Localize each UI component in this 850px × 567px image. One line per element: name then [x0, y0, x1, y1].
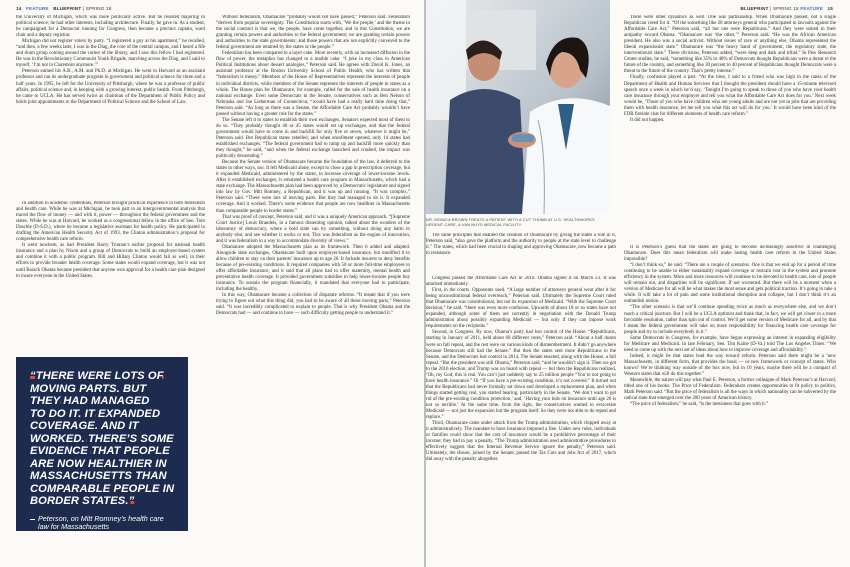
- left-page: [0, 0, 424, 567]
- paragraph: Without federalism, Obamacare “probably would not have passed,” Peterson said. Federalism “derives from popular sovereignty. The Constitution starts with, ‘We the people,’ and the theme in the social contract is that we, the people, have come together, and in this Constitution, we are granting certain powers and authorities to the federal government; we are granting certain powers and authorities to the state governments; and those powers that are not explicitly conveyed to the federal government are retained by the states or the people.”: [216, 15, 410, 51]
- paragraph: First, in the courts. Opponents sued. “A large number of attorneys general went after it for being unconstitutional federal overreach,” Peterson said. Ultimately the Supreme Court ruled that Obamacare was constitutional, but not its expansion of Medicaid. “With the Supreme Court decision,” he said, “there was even more confusion. Upwards of about 18 or so states have not expanded, although some of them are currently in negotiation with the Donald Trump administration about possibly expanding Medicaid — but only if they can impose work requirements on the recipients.”: [426, 288, 616, 330]
- right-magazine-name: BLUEPRINT: [740, 6, 769, 11]
- right-section-label: FEATURE: [800, 6, 823, 11]
- paragraph: Peterson earned his A.B., A.M. and Ph.D. at Michigan. He went to Harvard as an assistant professor and ran its undergraduate program in government and political science for three and a half years. In 1995, he left for the University of Pittsburgh, where he was a professor of public affairs, political science and, in keeping with a growing interest, public health. From Pittsburgh, he came to UCLA. He has served twice as chairman of the Department of Public Policy and holds joint appointments to the Department of Political Science and the School of Law.: [16, 69, 205, 105]
- left-page-number: 14: [16, 6, 22, 11]
- pull-quote-line: “THERE WERE LOTS OF: [30, 370, 164, 382]
- paragraph: Finally, confusion played a part. “At the time, I said to a friend who was high in the ranks of the Department of Health and Human Services that I thought the president should have a 15-minute televised speech once a week in which he’d say, ‘Tonight I’m going to speak to those of you who have your health care insurance through your employer and tell you what the Affordable Care Act does for you.’ Next week would be, ‘Those of you who have children who are young adults and are not yet in jobs that are providing them with health insurance, let me tell you what this act will do for you.’ It would have been kind of the FDR fireside chat for different elements of health care reform.”: [624, 75, 836, 117]
- paragraph: Obamacare adopted the Massachusetts plan as its framework. Then it added and adapted. Alongside state exchanges, Obamacare built upon employer-based insurance, but modified it to allow children to stay on their parents’ insurance up to age 26. It forbade insurers to deny benefits because of pre-existing conditions. It required companies with 50 or more full-time employees to offer affordable insurance, and it said that all plans had to offer maternity, mental health and preventative health coverage. It provided government subsidies to help lower-income people buy insurance. To sustain the program financially, it mandated that everyone had to participate, including the healthy.: [216, 244, 410, 293]
- pull-quote-line: BORDER STATES.”: [30, 495, 135, 507]
- pull-quote-text: [30, 370, 176, 508]
- paragraph: In this way, Obamacare became a collection of disparate reforms. “It meant that if you were trying to figure out what this thing did, you had to be aware of all these moving parts,” Peterson said. “It was incredibly complicated to explain to people. That is why President Obama and the Democrats had — and continue to have — such difficulty getting people to understand it.”: [216, 293, 410, 317]
- right-page: [426, 0, 850, 567]
- paragraph: Congress passed the Affordable Care Act in 2010. Obama signed it on March 23. It was attacked immediately.: [426, 276, 616, 288]
- paragraph: The Senate left it to states to establish their own exchanges. Senators expected most of them to do so. “They probably thought 40 or 45 states would set up exchanges, and that the federal government would have to come in and backfill for only five or seven, whatever it might be,” Peterson said. But Republican states rebelled, and when enrollment opened, only 14 states had established exchanges. “The federal government had to ramp up and backfill more quickly than they thought,” he said, “and when the federal exchange launched and crashed, the impact was politically devastating.”: [216, 117, 410, 160]
- column-1-top: [16, 15, 205, 177]
- right-issue-label: | SPRING 18: [770, 6, 799, 11]
- paragraph: Federalism has been compared to a layer cake. More recently, with an increased diffusion in the flow of power, the metaphor has changed to a marble cake. “I joke in my class in American Political Institutions about dessert analogies,” Peterson said. He agrees with David K. Jones, an assistant professor at the Boston University School of Public Health, who has written that “federalism is messy.” Members of the House of Representatives represent the interests of people in individual districts, while members of the Senate represent the interests of people in states as a whole. The House plan for Obamacare, for example, called for the sale of health insurance on a national exchange. Even some Democrats in the Senate, conservatives such as Ben Nelson of Nebraska and Joe Lieberman of Connecticut, “would have had a really hard time doing that,” Peterson said. “As long as there was a Senate, the Affordable Care Act probably wouldn’t have passed without having a greater role for the states.”: [216, 51, 410, 117]
- paragraph: It went nowhere, as had President Harry Truman’s earlier proposal for national health insurance and a plan by Nixon and a group of Democrats to build an employer-based system and combine it with a public program. Bill and Hillary Clinton would fail as well, in their efforts to provide broader health coverage. Some states would expand coverage, but it was not until Barack Obama became president that anyone won approval for a health care plan designed to insure everyone in the United States.: [16, 243, 205, 279]
- pull-quote-line: COMPARABLE PEOPLE IN: [30, 482, 175, 495]
- right-folio: [741, 6, 837, 11]
- column-3-top: [426, 233, 616, 269]
- paragraph: The same principles that enabled the creation of Obamacare by giving the states a role in it, Peterson said, “also gave the platform and the authority to people at the state level to challenge it.” The states, which had been crucial to shaping and approving Obamacare, now became a path to resistance.: [426, 233, 616, 257]
- paragraph: “I don’t think so,” he said. “There are a couple of scenarios. One is that we end up for a period of time continuing to be unable to either sustainably expand coverage or restrain cost in the system and promote efficiency in the system. More and more resources will continue to be devoted to health care, lots of people will remain out, and disparities will be significant. If not worsened. But there will be a moment when a version of Medicare for all will be what makes the most sense and gets political traction. It’s going to take a while. It will take a lot of pain and some institutional disruption and collapse, but I don’t think it’s an outlandish notion.: [624, 263, 836, 305]
- paragraph: There were other dynamics as well. One was partisanship. When Obamacare passed, not a single Republican voted for it. “Of the something like 28 attorneys general who participated in lawsuits against the Affordable Care Act,” Peterson said, “all but one were Republicans.” And they were united in their antipathy toward Obama. “Obamacare was ‘the other,’” Peterson said. “He was the African American president. He also was a social activist. Without issues of race or anything else, Obama represented the liberal expansionist state.” Obamacare was “the heavy hand of government, the regulatory state, the interventionist state.” These divisions, Peterson added, “were deep and dark and tribal.” In Pew Research Center studies, he said, “something like 35% to 40% of Democrats thought Republicans were a threat to the future of the country, and something like 30 percent to 40 percent of Republicans thought Democrats were a threat to the future of the country. That’s pretty intense.”: [624, 15, 836, 75]
- clinic-photo: [426, 0, 610, 214]
- paragraph: It is Peterson’s guess that the states are going to become increasingly assertive in challenging Obamacare. Does this mean federalism will make lasting health care reform in the United States impossible?: [624, 245, 836, 263]
- photo-caption: DR. MONICA BROWN TREATS A PATIENT WITH A CUT THUMB AT U.S. HEALTHWORKS URGENT CARE, A VAN NUYS MEDICAL FACILITY.: [426, 217, 595, 227]
- pull-quote-line: THEY HAD MANAGED: [30, 395, 150, 407]
- paragraph: Indeed, it might be that states lead the way toward reform. Peterson said there might be a ‘new Massachusetts, in different form, that provides the basis — or new framework or concept of states. Who knows? We’re thinking way outside of the box now, but in 10 years, maybe there will be a compact of Western states that will do this together.”: [624, 353, 836, 377]
- column-4-bottom: [624, 245, 836, 560]
- paragraph: “The other scenario is that we’ll continue spending twice as much as everywhere else, and we don’t reach a critical juncture. But I will be a UCLA optimist and think that, in fact, we will get closer to a more favorable resolution, rather than spin out of control. We’ll get some version of Medicare for all, and by that I mean the federal government will take on more responsibility for financing health care coverage for people and try to include everybody in it.”: [624, 305, 836, 335]
- left-folio: [16, 6, 112, 11]
- paragraph: Michigan did not register voters by party. “I registered a guy at his apartment,” he recalled, “and then, a few weeks later, I was in the Diag, the core of the central campus, and I heard a fife and drum group coming around the corner of the library, and I saw this fellow I had registered. He was in the Revolutionary Communist Youth Brigade, marching across the Diag, and I said to myself, ‘I’m not in Claremont anymore.’”: [16, 39, 205, 69]
- pull-quote-line: ARE NOW HEALTHIER IN: [30, 457, 167, 470]
- column-2: [216, 15, 410, 560]
- pull-quote-attribution: Peterson, on Mitt Romney’s health care law for Massachusetts: [30, 515, 176, 532]
- paragraph: That was proof of concept, Peterson said, and it was a uniquely American approach. “[Supreme Court Justice] Louis Brandeis, in a famous dissenting opinion, talked about the wonders of the laboratory of democracy, where a bold state can try something, without doing any harm to anybody else, and see whether it works or not. This was federalism as the engine of innovation, and it was federalism in a way to accommodate diversity of views.”: [216, 214, 410, 244]
- paragraph: In addition to academic credentials, Peterson brought practical experience in both federalism and health care. While he was at Michigan, he took part in an intergovernmental analysis that traced the flow of money — and with it, power — throughout the federal government and the states. While he was at Harvard, he worked as a congressional fellow in the office of Sen. Tom Daschle (D-S.D.), where he became a legislative assistant for health policy. He participated in drafting the American Health Security Act of 1993, the Clinton administration’s proposal for comprehensive health care reform.: [16, 201, 205, 243]
- paragraph: Meanwhile, the nation will pay what Paul E. Peterson, a former colleague of Mark Peterson’s at Harvard, titled one of his books: The Price of Federalism. Federalism creates opportunities to fit policy to politics, Mark Peterson said. “But the price of federalism is all the ways in which nationality can be subverted by the radical state that emerged over the 200 years of American history.: [624, 378, 836, 402]
- left-section-label: FEATURE: [26, 6, 49, 11]
- pull-quote-line: MASSACHUSETTS THAN: [30, 470, 167, 482]
- paragraph: Third, Obamacare came under attack from the Trump administration, which chipped away at it administratively. The mandate to have insurance imposed a fine. Under new rules, individuals or families could show that the cost of insurance would be a prohibitive percentage of their income; they had to pay a penalty. “The Trump administration used administrative procedures to effectively suggest that the Internal Revenue Service ignore the penalty,” Peterson said. Ultimately, the House, joined by the Senate, passed the Tax Cuts and Jobs Act of 2017, which did away with the penalty altogether.: [426, 421, 616, 463]
- pull-quote-line: MOVING PARTS. BUT: [30, 382, 147, 395]
- pull-quote: [16, 357, 188, 531]
- paragraph: Second, in Congress. By now, Obama’s party had lost control of the House. “Republicans, starting in January of 2011, held about 60 different votes,” Peterson said. “About a half dozen were on full repeal, and the rest were on various kinds of dismemberment. It didn’t go anywhere because Democrats still had the Senate.” But then the states sent more Republicans to the Senate, and the Democrats lost control in 2014. The Senate enacted, along with the House, a full repeal. “But the president was still Obama,” Peterson said, “and he wouldn’t sign it. Then we got to the 2016 election, and Trump was on board with repeal — but then the Republicans realized, ‘Oh, my God, this is real. You can’t just suddenly say to 25 million people “You’re not going to have health insurance.” Or “If you have a pre-existing condition, it’s not covered.” It turned out that the Republicans had never formally sat down and developed a replacement plan, and when things started getting real, you started hearing, particularly in the Senate, ‘We don’t want to get rid of the pre-existing condition protection,’ and, ‘Having your kids on insurance until age 26 is not so terrible.’ At the same time, from the right, the conservatives wanted to eviscerate Medicaid — not just the expansion but the program itself. So they were not able to do repeal and replace.”: [426, 330, 616, 421]
- paragraph: Some Democrats in Congress, for example, have begun expressing an interest in expanding eligibility for Medicare and Medicaid. In late February, Sen. Tim Kaine (D-Va.) told The Los Angeles Times: “We need to come up with the next set of ideas about how to improve coverage and affordability.”: [624, 335, 836, 353]
- right-page-number: 15: [827, 6, 833, 11]
- left-magazine-name: BLUEPRINT: [53, 6, 82, 11]
- column-4-top: [624, 15, 836, 231]
- paragraph: Because the Senate version of Obamacare became the foundation of the law, it deferred to the states in other ways, too. It left Medicaid alone, except to close a gap in prescription coverage, but it expanded Medicaid, administered by the states, to increase coverage of lower-income levels. After it established exchanges, it emulated a health care program in Massachusetts, which had a state exchange. The Massachusetts plan had been approved by a Democratic legislature and signed into law by Gov. Mitt Romney, a Republican, and it was up and running. “It was complex,” Peterson said. “There were lots of moving parts. But they had managed to do it. It expanded coverage. And it worked. There’s some evidence that people are now healthier in Massachusetts than comparable people in border states.”: [216, 160, 410, 214]
- paragraph: the University of Michigan, which was more politically active. But he resisted majoring in political science; he had other interests, including architecture. Finally, he gave in. As a student, he campaigned for a Democrat running for Congress, then became a precinct captain, ward chair and a deputy registrar.: [16, 15, 205, 39]
- clinic-photo-illustration: [426, 0, 610, 214]
- column-1-bottom: [16, 201, 205, 348]
- pull-quote-line: COVERAGE. AND IT: [30, 420, 139, 432]
- pull-quote-line: EVIDENCE THAT PEOPLE: [30, 445, 170, 457]
- paragraph: It did not happen.: [630, 117, 665, 123]
- paragraph: “The price of federalism,” he said, “is the messiness that goes with it.”: [630, 402, 769, 408]
- pull-quote-line: WORKED. THERE’S SOME: [30, 432, 174, 445]
- column-3-bottom: [426, 276, 616, 560]
- left-issue-label: | SPRING 18: [82, 6, 112, 11]
- pull-quote-line: TO DO IT. IT EXPANDED: [30, 407, 161, 420]
